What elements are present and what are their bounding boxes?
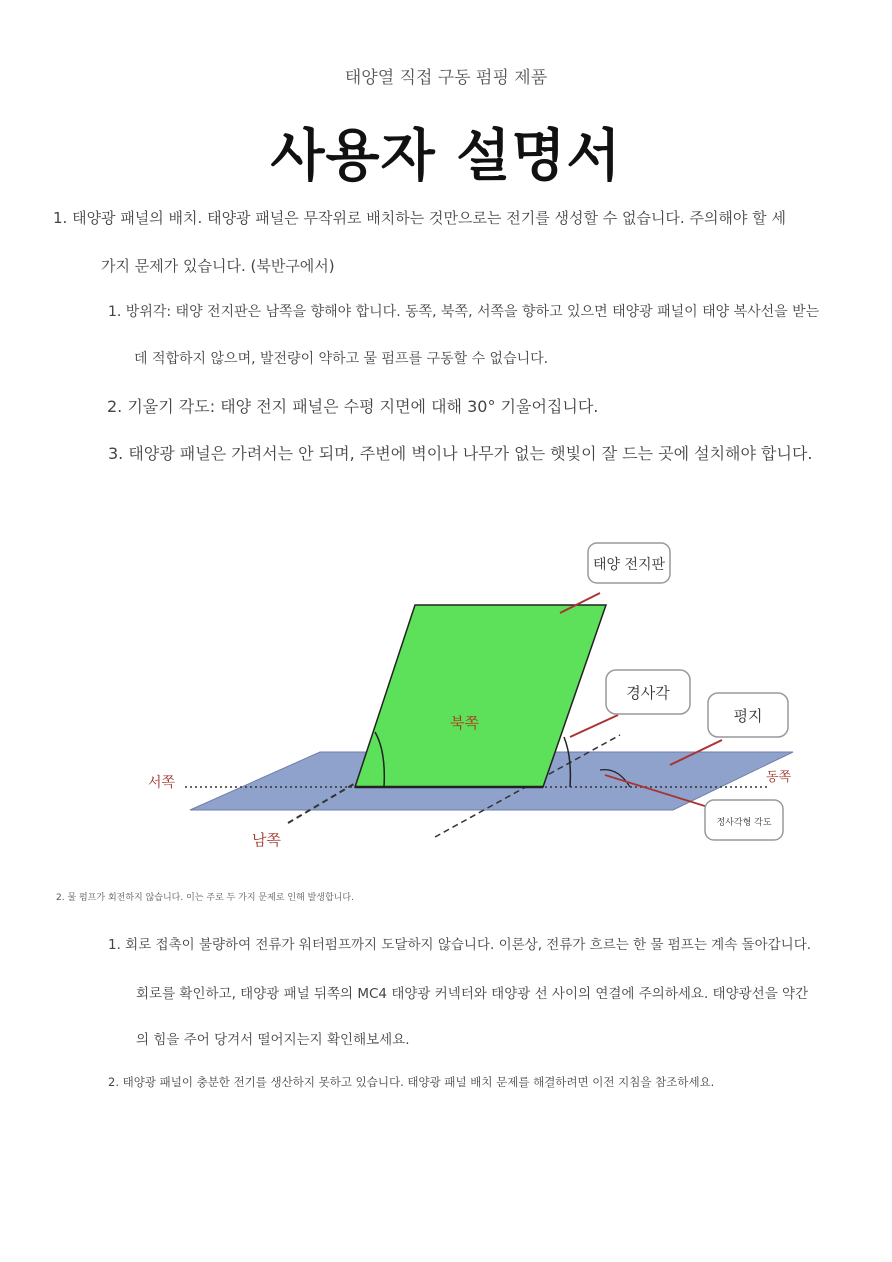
label-east: 동쪽 xyxy=(766,770,792,785)
section1-item1-line1: 1. 방위각: 태양 전지판은 남쪽을 향해야 합니다. 동쪽, 북쪽, 서쪽을 향하고 있으면 태양광 패널이 태양 복사선을 받는 xyxy=(108,304,820,320)
section1-intro-line1: 1. 태양광 패널의 배치. 태양광 패널은 무작위로 배치하는 것만으로는 전기를 생성할 수 없습니다. 주의해야 할 세 xyxy=(53,209,786,227)
label-tilt-angle: 경사각 xyxy=(626,684,670,702)
section2-item2: 2. 태양광 패널이 충분한 전기를 생산하지 못하고 있습니다. 태양광 패널 배치 문제를 해결하려면 이전 지침을 참조하세요. xyxy=(108,1075,715,1089)
label-west: 서쪽 xyxy=(148,775,176,791)
section2-item1-line2: 회로를 확인하고, 태양광 패널 뒤쪽의 MC4 태양광 커넥터와 태양광 선 사이의 연결에 주의하세요. 태양광선을 약간 xyxy=(136,986,809,1002)
section2-intro: 2. 물 펌프가 회전하지 않습니다. 이는 주로 두 가지 문제로 인해 발생합니다. xyxy=(56,893,354,903)
document-title: 사용자 설명서 xyxy=(270,124,622,189)
solar-panel-diagram xyxy=(130,525,830,865)
label-solar-panel: 태양 전지판 xyxy=(592,557,666,573)
section2-item1-line3: 의 힘을 주어 당겨서 떨어지는지 확인해보세요. xyxy=(136,1032,410,1048)
label-south: 남쪽 xyxy=(252,831,281,849)
section1-intro-line2: 가지 문제가 있습니다. (북반구에서) xyxy=(101,257,335,275)
callout-tilt-angle xyxy=(570,670,690,737)
section1-item1-line2: 데 적합하지 않으며, 발전량이 약하고 물 펌프를 구동할 수 없습니다. xyxy=(134,351,549,367)
label-square-angle: 정사각형 각도 xyxy=(716,818,772,828)
section2-item1-line1: 1. 회로 접촉이 불량하여 전류가 워터펌프까지 도달하지 않습니다. 이론상, 전류가 흐르는 한 물 펌프는 계속 돌아갑니다. xyxy=(108,937,812,953)
section1-item2: 2. 기울기 각도: 태양 전지 패널은 수평 지면에 대해 30° 기울어집니다. xyxy=(107,397,599,416)
document-subtitle: 태양열 직접 구동 펌핑 제품 xyxy=(344,68,548,88)
label-ground: 평지 xyxy=(733,707,763,725)
callout-solar-panel xyxy=(560,543,670,613)
label-north: 북쪽 xyxy=(450,714,479,732)
section1-item3: 3. 태양광 패널은 가려서는 안 되며, 주변에 벽이나 나무가 없는 햇빛이 잘 드는 곳에 설치해야 합니다. xyxy=(108,444,813,463)
